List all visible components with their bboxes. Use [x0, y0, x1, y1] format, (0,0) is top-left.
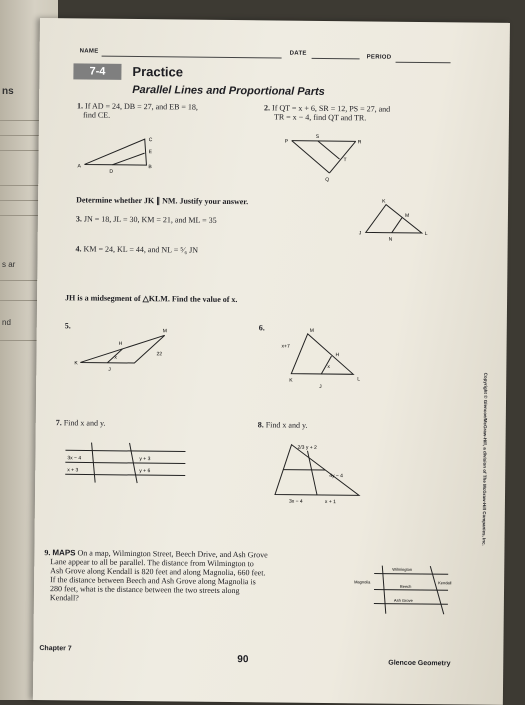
vertex-label: J — [359, 230, 362, 236]
vertex-label: B — [148, 164, 152, 170]
problem-8 — [258, 420, 308, 430]
vertex-label: M — [163, 328, 167, 334]
period-line[interactable] — [396, 62, 451, 64]
diagram-midsegment-6 — [261, 325, 372, 396]
page-subtitle: Parallel Lines and Proportional Parts — [132, 84, 325, 98]
vertex-label: R — [358, 139, 362, 145]
street-label: Magnolia — [354, 579, 371, 584]
diagram-triangle-pqr — [283, 133, 374, 184]
segment-label: y + 3 — [139, 456, 150, 462]
vertex-label: S — [316, 134, 320, 140]
footer-chapter: Chapter 7 — [39, 645, 71, 652]
vertex-label: K — [74, 360, 78, 366]
date-label: DATE — [290, 51, 307, 57]
footer-book: Glencoe Geometry — [388, 660, 450, 668]
problem-number: 3. — [76, 214, 82, 223]
problem-text: Kendall? — [50, 593, 79, 602]
street-label: Kendall — [438, 580, 452, 585]
diagram-triangle-ace — [76, 130, 167, 181]
segment-label: 22 — [156, 351, 162, 357]
vertex-label: M — [310, 328, 314, 334]
problem-text: Find x and y. — [266, 420, 308, 429]
vertex-label: H — [119, 341, 123, 347]
name-label: NAME — [80, 48, 99, 54]
problem-text: JN = 18, JL = 30, KM = 21, and ML = 35 — [84, 214, 217, 224]
vertex-label: T — [343, 157, 346, 163]
vertex-label: L — [425, 231, 428, 237]
prev-page-fragment: nd — [2, 318, 11, 327]
diagram-triangle-8 — [267, 438, 378, 505]
vertex-label: A — [77, 163, 81, 169]
copyright-notice: Copyright © Glencoe/McGraw-Hill, a division of The McGraw-Hill Companies, Inc. — [481, 373, 488, 546]
problem-4 — [76, 244, 199, 254]
vertex-label: Q — [325, 177, 329, 183]
problem-text: KM = 24, KL = 44, and NL = ⁵⁄₆ JN — [84, 244, 199, 254]
page-number: 90 — [237, 654, 248, 665]
problem-text: 280 feet, what is the distance between the two streets along — [50, 584, 240, 595]
diagram-street-map — [352, 559, 463, 620]
worksheet-page — [33, 18, 510, 705]
problem-7 — [56, 418, 106, 428]
prev-page-fragment: s ar — [2, 260, 15, 269]
problem-1 — [77, 101, 198, 120]
segment-label: 4y − 4 — [329, 473, 343, 479]
segment-label: x + 1 — [325, 499, 336, 505]
street-label: Ash Grove — [394, 598, 414, 603]
problem-number: 4. — [76, 244, 82, 253]
problem-number: 2. — [264, 103, 270, 112]
problem-text: If AD = 24, DB = 27, and EB = 18, — [85, 101, 198, 111]
vertex-label: J — [319, 384, 322, 390]
problem-text: find CE. — [83, 110, 110, 119]
date-line[interactable] — [312, 58, 360, 60]
problem-number: 7. — [56, 418, 62, 427]
vertex-label: H — [335, 352, 339, 358]
problem-text: If QT = x + 6, SR = 12, PS = 27, and — [272, 103, 390, 113]
vertex-label: D — [109, 169, 113, 175]
problem-label: MAPS — [52, 548, 75, 557]
problem-2 — [264, 103, 390, 122]
vertex-label: C — [149, 137, 153, 143]
vertex-label: M — [405, 213, 409, 219]
vertex-label: P — [285, 139, 289, 145]
problem-3 — [76, 214, 217, 224]
vertex-label: L — [357, 376, 360, 382]
problem-number: 6. — [259, 323, 265, 332]
diagram-midsegment-5 — [74, 324, 185, 375]
segment-label: 3x − 4 — [67, 455, 81, 461]
lesson-number: 7-4 — [73, 63, 121, 80]
segment-label: y + 6 — [139, 468, 150, 474]
vertex-label: J — [108, 367, 111, 373]
problem-number: 5. — [65, 321, 71, 330]
vertex-label: E — [149, 149, 153, 155]
section-instructions: Determine whether JK ∥ NM. Justify your answer. — [76, 195, 248, 206]
segment-label: x + 3 — [67, 467, 78, 473]
problem-number: 8. — [258, 420, 264, 429]
diagram-parallel-7 — [55, 438, 196, 489]
diagram-triangle-jkl — [358, 196, 439, 247]
problem-9 — [44, 548, 375, 605]
vertex-label: K — [289, 378, 293, 384]
segment-label: 2/3 y + 2 — [297, 445, 317, 451]
segment-label: x+7 — [282, 344, 290, 350]
problem-text: Find x and y. — [64, 418, 106, 427]
problem-text: Lane appear to all be parallel. The distance from Wilmington to — [50, 557, 254, 568]
street-label: Beech — [400, 584, 411, 589]
vertex-label: K — [382, 199, 386, 205]
page-title: Practice — [132, 64, 183, 80]
vertex-label: N — [389, 237, 393, 243]
problem-text: Ash Grove along Kendall is 820 feet and along Magnolia, 660 feet. — [50, 566, 265, 577]
problem-number: 9. — [44, 548, 50, 557]
problem-text: On a map, Wilmington Street, Beech Drive, and Ash Grove — [77, 548, 267, 559]
problem-number: 1. — [77, 101, 83, 110]
segment-label: x — [114, 355, 117, 361]
street-label: Wilmington — [392, 567, 412, 572]
problem-text: If the distance between Beech and Ash Grove along Magnolia is — [50, 575, 256, 586]
segment-label: 3x − 4 — [289, 499, 303, 505]
name-line[interactable] — [102, 56, 282, 59]
problem-text: TR = x − 4, find QT and TR. — [274, 112, 366, 122]
period-label: PERIOD — [367, 54, 392, 60]
section-instructions: JH is a midsegment of △KLM. Find the value of x. — [65, 293, 237, 304]
prev-page-fragment: ns — [2, 86, 14, 97]
segment-label: x — [327, 364, 330, 370]
